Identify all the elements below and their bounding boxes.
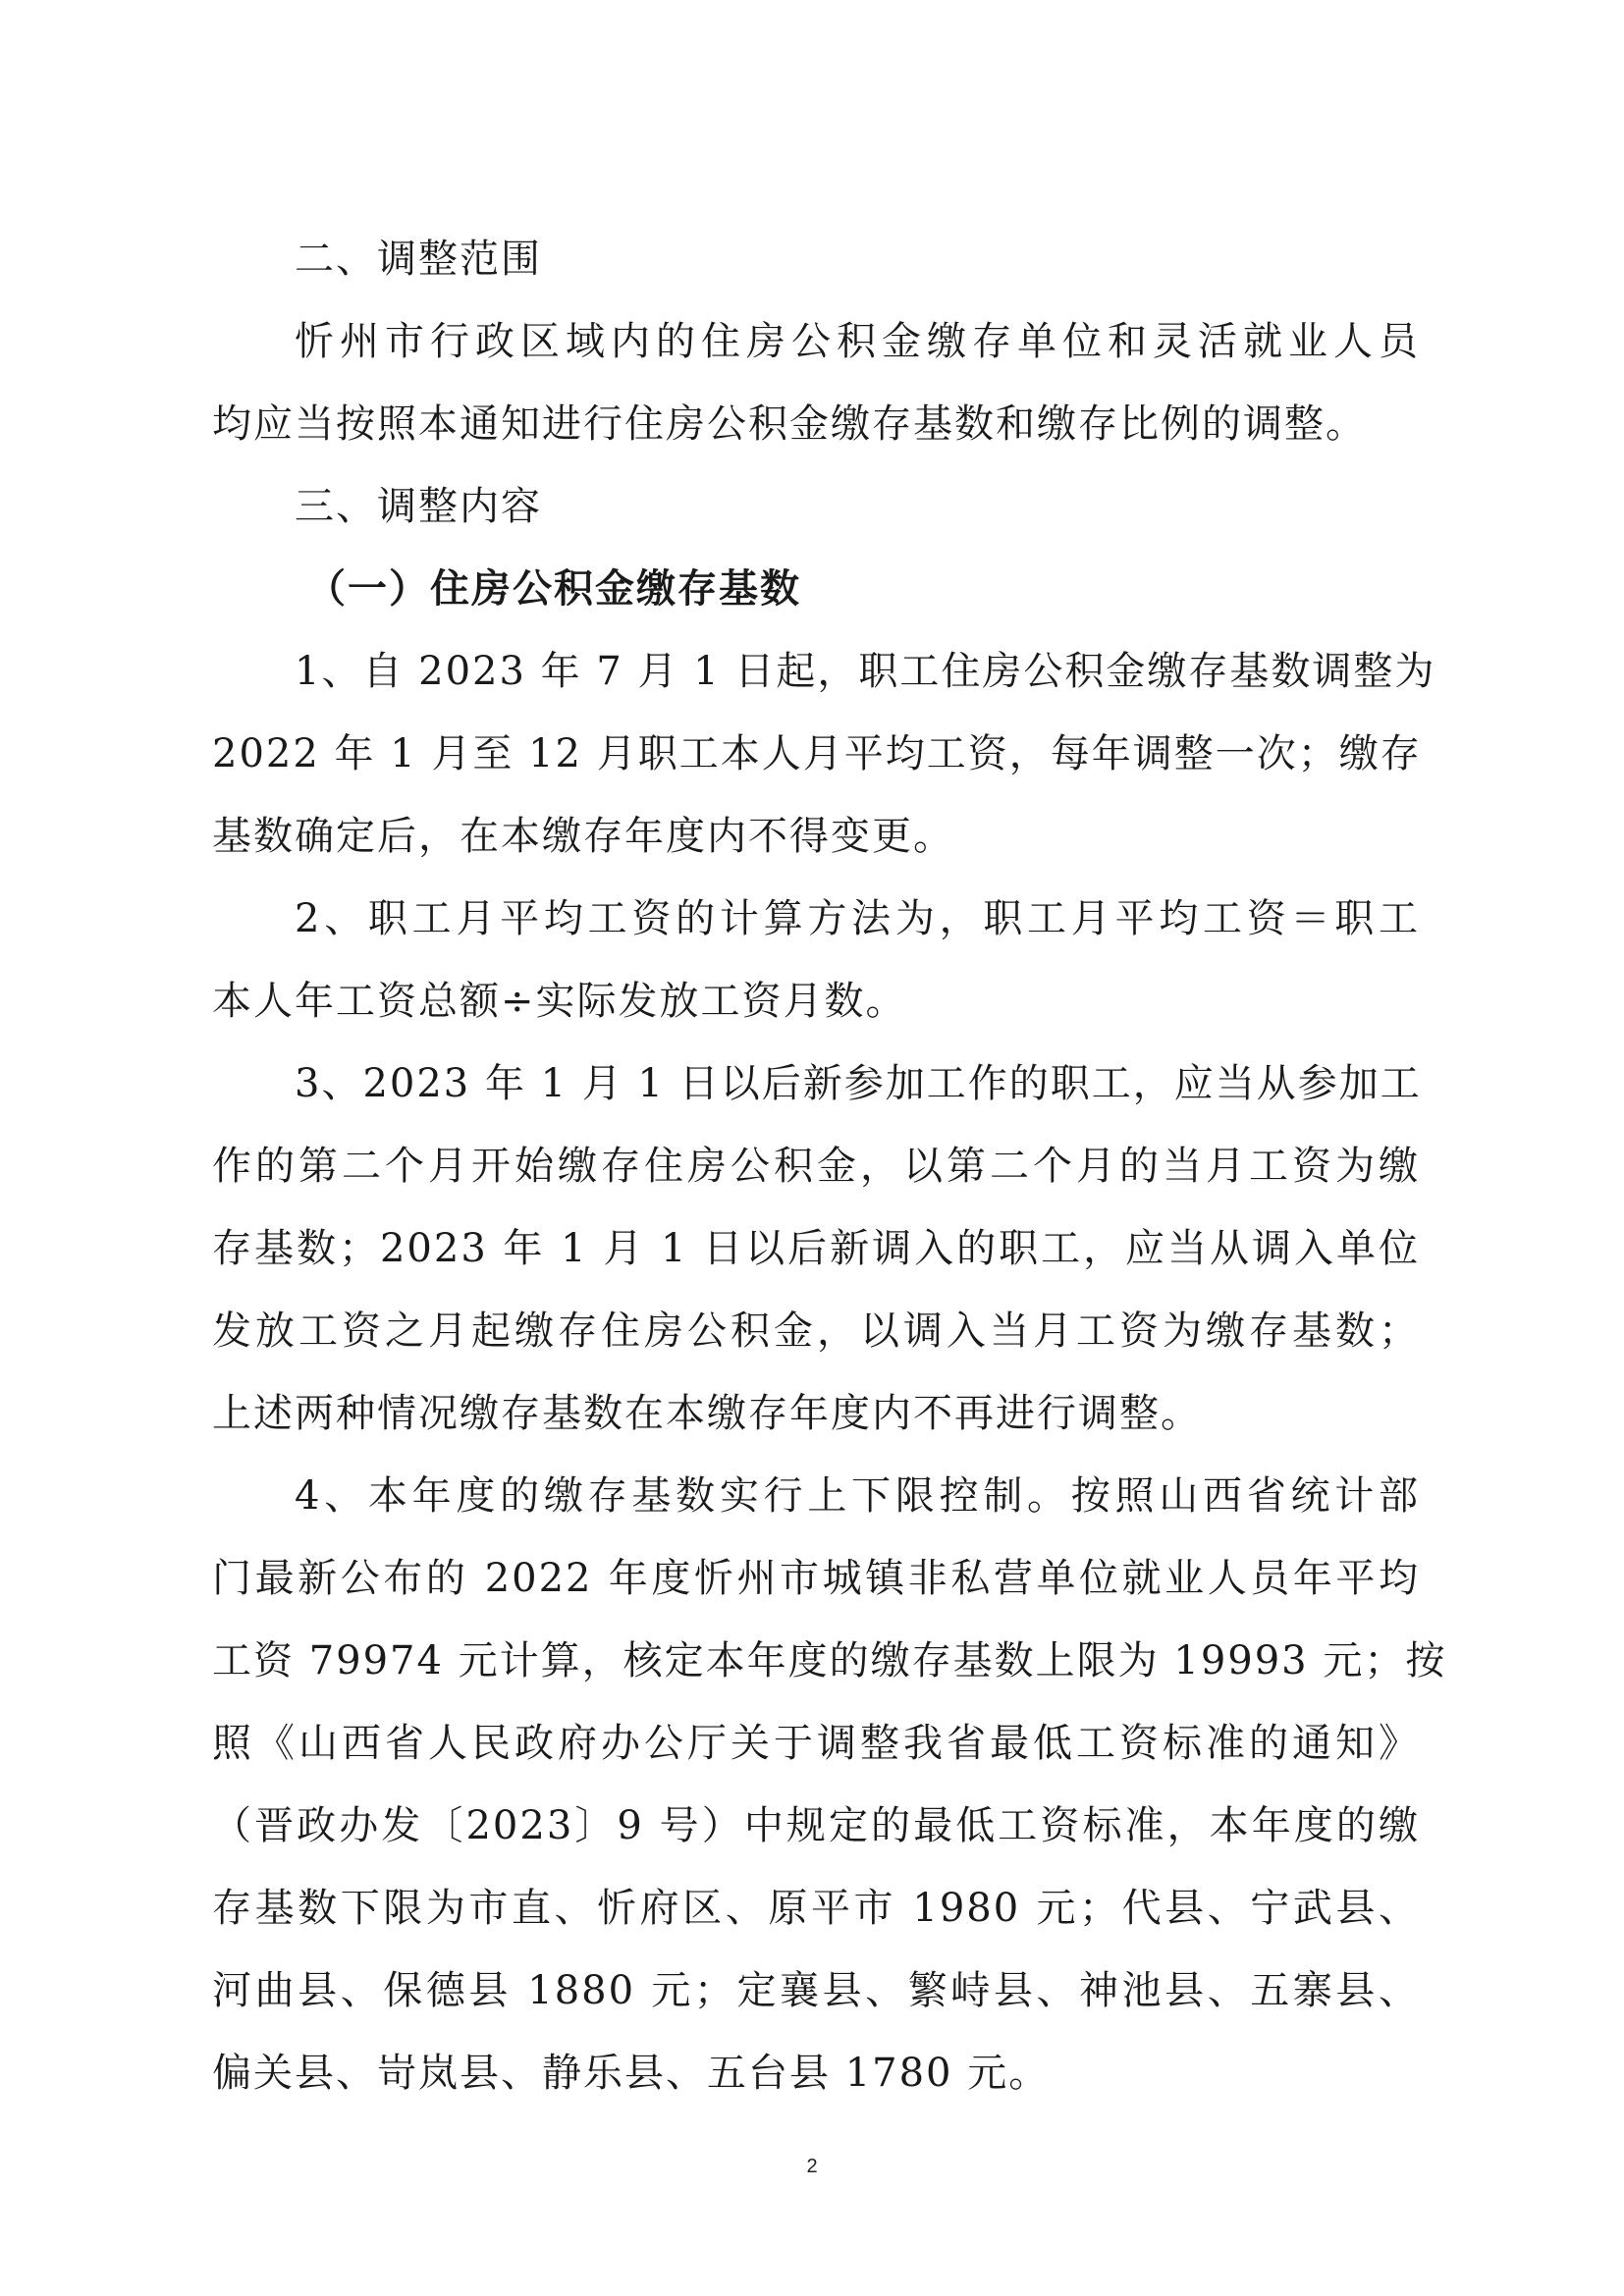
paragraph-line: 作的第二个月开始缴存住房公积金，以第二个月的当月工资为缴 (212, 1144, 1420, 1189)
subsection-heading-base: （一）住房公积金缴存基数 (306, 566, 801, 612)
paragraph-line: 发放工资之月起缴存住房公积金，以调入当月工资为缴存基数； (212, 1308, 1420, 1354)
paragraph-line: 偏关县、岢岚县、静乐县、五台县 1780 元。 (212, 2051, 1051, 2096)
paragraph-line: 上述两种情况缴存基数在本缴存年度内不再进行调整。 (212, 1391, 1202, 1436)
paragraph-line: 照《山西省人民政府办公厅关于调整我省最低工资标准的通知》 (212, 1721, 1420, 1766)
document-body (212, 218, 1447, 2114)
paragraph-line: 忻州市行政区域内的住房公积金缴存单位和灵活就业人员 (295, 319, 1420, 364)
paragraph-line: 河曲县、保德县 1880 元；定襄县、繁峙县、神池县、五寨县、 (212, 1968, 1420, 2013)
paragraph-line: 1、自 2023 年 7 月 1 日起，职工住房公积金缴存基数调整为 (295, 649, 1436, 694)
paragraph-line: 存基数下限为市直、忻府区、原平市 1980 元；代县、宁武县、 (212, 1886, 1420, 1931)
paragraph-line: 均应当按照本通知进行住房公积金缴存基数和缴存比例的调整。 (212, 401, 1367, 447)
paragraph-line: 工资 79974 元计算，核定本年度的缴存基数上限为 19993 元；按 (212, 1638, 1447, 1683)
paragraph-line: 2、职工月平均工资的计算方法为，职工月平均工资＝职工 (295, 896, 1420, 941)
page-number: 2 (806, 2156, 818, 2177)
paragraph-line: 门最新公布的 2022 年度忻州市城镇非私营单位就业人员年平均 (212, 1556, 1420, 1601)
paragraph-line: 本人年工资总额÷实际发放工资月数。 (212, 979, 907, 1024)
paragraph-line: （晋政办发〔2023〕9 号）中规定的最低工资标准，本年度的缴 (212, 1803, 1420, 1848)
paragraph-line: 存基数；2023 年 1 月 1 日以后新调入的职工，应当从调入单位 (212, 1226, 1420, 1271)
paragraph-line: 4、本年度的缴存基数实行上下限控制。按照山西省统计部 (295, 1473, 1420, 1519)
section-heading-content: 三、调整内容 (295, 484, 542, 529)
paragraph-line: 2022 年 1 月至 12 月职工本人月平均工资，每年调整一次；缴存 (212, 731, 1422, 776)
paragraph-line: 基数确定后，在本缴存年度内不得变更。 (212, 814, 954, 859)
paragraph-line: 3、2023 年 1 月 1 日以后新参加工作的职工，应当从参加工 (295, 1061, 1422, 1106)
section-heading-scope: 二、调整范围 (295, 237, 542, 282)
